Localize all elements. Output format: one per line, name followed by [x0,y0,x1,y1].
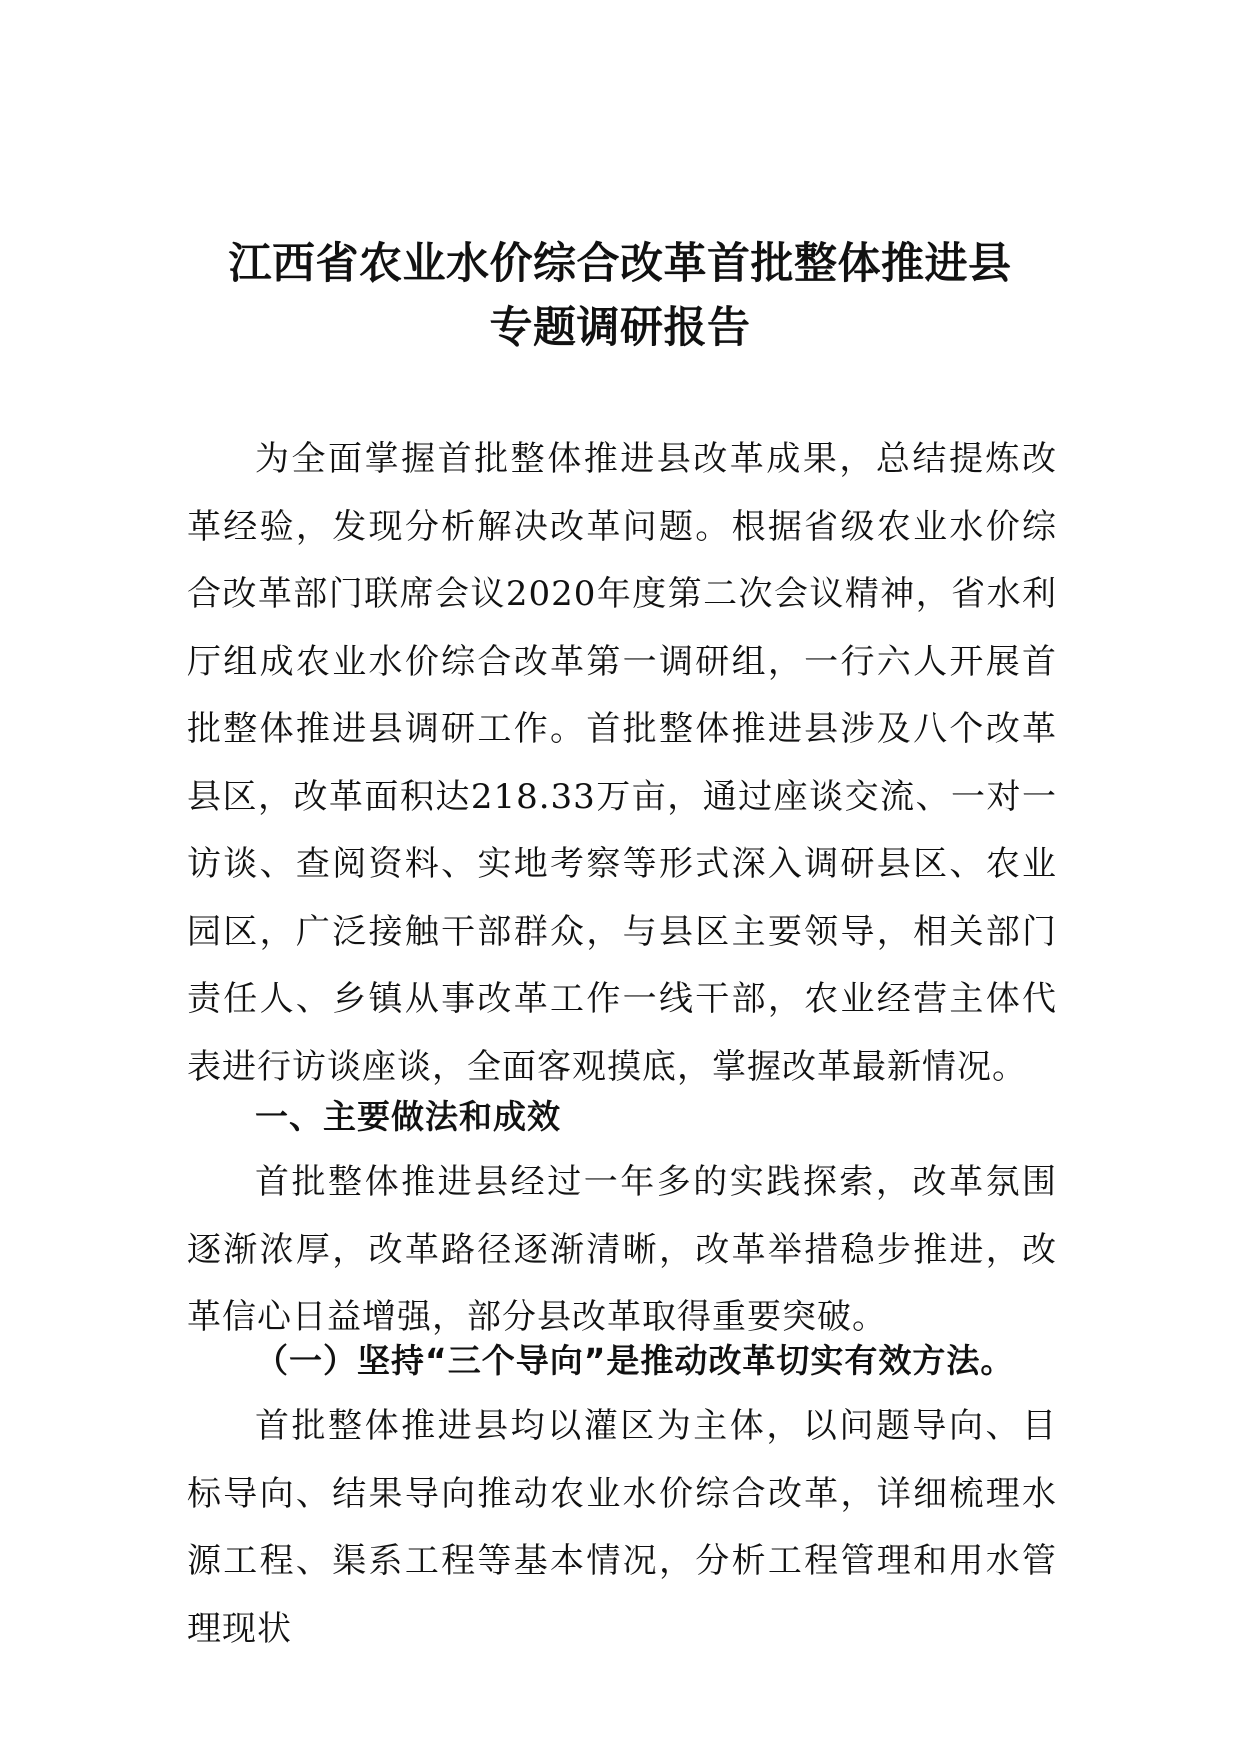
subsection-paragraph: 首批整体推进县均以灌区为主体，以问题导向、目标导向、结果导向推动农业水价综合改革，详细梳理水源工程、渠系工程等基本情况，分析工程管理和用水管理现状 [187,1406,1057,1649]
section-paragraph: 首批整体推进县经过一年多的实践探索，改革氛围逐渐浓厚，改革路径逐渐清晰，改革举措稳步推进，改革信心日益增强，部分县改革取得重要突破。 [187,1162,1057,1337]
section-heading-main-practices: 一、主要做法和成效 [255,1097,561,1136]
subsection-heading-three-orientations: （一）坚持“三个导向”是推动改革切实有效方法。 [255,1341,1015,1380]
document-title-line2: 专题调研报告 [489,303,751,353]
document-title-line1: 江西省农业水价综合改革首批整体推进县 [228,239,1012,289]
intro-paragraph: 为全面掌握首批整体推进县改革成果，总结提炼改革经验，发现分析解决改革问题。根据省级农业水价综合改革部门联席会议2020年度第二次会议精神，省水利厅组成农业水价综合改革第一调研组，一行六人开展首批整体推进县调研工作。首批整体推进县涉及八个改革县区，改革面积达218.33万亩，通过座谈交流、一对一访谈、查阅资料、实地考察等形式深入调研县区、农业园区，广泛接触干部群众，与县区主要领导，相关部门责任人、乡镇从事改革工作一线干部，农业经营主体代表进行访谈座谈，全面客观摸底，掌握改革最新情况。 [187,439,1057,1087]
